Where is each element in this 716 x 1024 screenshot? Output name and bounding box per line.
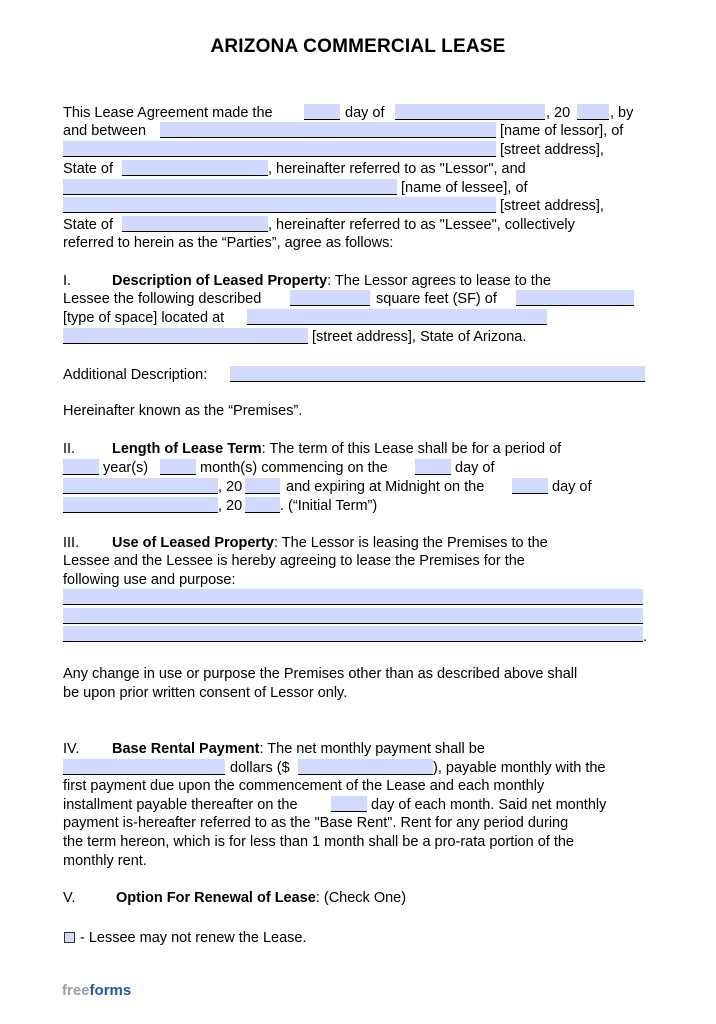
intro-text: [street address], bbox=[500, 142, 604, 158]
section-text: square feet (SF) of bbox=[376, 291, 497, 307]
section-text: and expiring at Midnight on the bbox=[286, 479, 485, 495]
intro-text: , 20 bbox=[546, 105, 571, 121]
base-rent-amount-field[interactable] bbox=[298, 759, 433, 775]
term-years-field[interactable] bbox=[63, 459, 99, 475]
intro-text: State of bbox=[63, 161, 113, 177]
lessee-street-address-field[interactable] bbox=[63, 197, 496, 213]
agreement-day-field[interactable] bbox=[304, 104, 340, 120]
intro-text: day of bbox=[345, 105, 385, 121]
document-title: ARIZONA COMMERCIAL LEASE bbox=[210, 36, 506, 57]
section-number: II. bbox=[63, 441, 76, 457]
use-purpose-field-line-2[interactable] bbox=[63, 608, 643, 624]
base-rent-words-field[interactable] bbox=[63, 759, 225, 775]
section-text: : The term of this Lease shall be for a period of bbox=[261, 441, 562, 457]
section-text: day of each month. Said net monthly bbox=[371, 797, 607, 813]
commencement-year-field[interactable] bbox=[245, 478, 280, 494]
section-text: Hereinafter known as the “Premises”. bbox=[63, 403, 303, 419]
commencement-month-field[interactable] bbox=[63, 478, 218, 494]
section-heading: Option For Renewal of Lease bbox=[116, 890, 316, 906]
section-text: the term hereon, which is for less than 1 month shall be a pro-rata portion of the bbox=[63, 834, 574, 850]
lessor-state-field[interactable] bbox=[122, 160, 268, 176]
section-heading: Length of Lease Term bbox=[112, 441, 262, 457]
intro-text: [name of lessee], of bbox=[401, 180, 528, 196]
no-renewal-label: - Lessee may not renew the Lease. bbox=[80, 930, 307, 946]
use-purpose-field-line-1[interactable] bbox=[63, 589, 643, 605]
logo-free: free bbox=[62, 982, 90, 999]
intro-text: [name of lessor], of bbox=[500, 123, 624, 139]
intro-text: [street address], bbox=[500, 198, 604, 214]
section-text: Lessee the following described bbox=[63, 291, 262, 307]
lessor-name-field[interactable] bbox=[160, 122, 496, 138]
square-feet-field[interactable] bbox=[290, 290, 370, 306]
section-text: day of bbox=[455, 460, 495, 476]
section-text: following use and purpose: bbox=[63, 572, 236, 588]
premises-street-address-field[interactable] bbox=[63, 328, 308, 344]
expiration-month-field[interactable] bbox=[63, 497, 218, 513]
section-text: be upon prior written consent of Lessor only. bbox=[63, 685, 348, 701]
section-text: . (“Initial Term”) bbox=[280, 498, 378, 514]
logo-forms: forms bbox=[89, 982, 132, 999]
section-text: , 20 bbox=[218, 479, 243, 495]
agreement-year-field[interactable] bbox=[577, 104, 609, 120]
section-text: : The net monthly payment shall be bbox=[259, 741, 485, 757]
intro-text: , hereinafter referred to as "Lessor", and bbox=[268, 161, 526, 177]
section-text: monthly rent. bbox=[63, 853, 147, 869]
section-text: month(s) commencing on the bbox=[200, 460, 388, 476]
section-text: Additional Description: bbox=[63, 367, 208, 383]
section-text: : The Lessor agrees to lease to the bbox=[327, 273, 551, 289]
lessor-street-address-field[interactable] bbox=[63, 141, 496, 157]
intro-text: State of bbox=[63, 217, 113, 233]
section-number: V. bbox=[63, 890, 76, 906]
section-text: installment payable thereafter on the bbox=[63, 797, 298, 813]
use-purpose-field-line-3[interactable] bbox=[63, 626, 643, 642]
intro-text: , hereinafter referred to as "Lessee", collectively bbox=[268, 217, 575, 233]
section-text: [type of space] located at bbox=[63, 310, 225, 326]
section-number: I. bbox=[63, 273, 72, 289]
section-text: year(s) bbox=[103, 460, 149, 476]
term-months-field[interactable] bbox=[160, 459, 196, 475]
section-number: IV. bbox=[63, 741, 80, 757]
section-number: III. bbox=[63, 535, 80, 551]
section-text: day of bbox=[552, 479, 592, 495]
section-text: : (Check One) bbox=[315, 890, 407, 906]
intro-text: referred to herein as the “Parties”, agree as follows: bbox=[63, 235, 394, 251]
expiration-year-field[interactable] bbox=[245, 497, 280, 513]
expiration-day-field[interactable] bbox=[512, 478, 548, 494]
section-text: Lessee and the Lessee is hereby agreeing to lease the Premises for the bbox=[63, 553, 525, 569]
commencement-day-field[interactable] bbox=[415, 459, 451, 475]
section-text: payment is-hereafter referred to as the "Base Rent". Rent for any period during bbox=[63, 815, 569, 831]
section-heading: Description of Leased Property bbox=[112, 273, 328, 289]
section-heading: Base Rental Payment bbox=[112, 741, 260, 757]
section-text: : The Lessor is leasing the Premises to the bbox=[273, 535, 548, 551]
intro-text: , by bbox=[610, 105, 634, 121]
section-text: , 20 bbox=[218, 498, 243, 514]
lessee-state-field[interactable] bbox=[122, 216, 268, 232]
section-heading: Use of Leased Property bbox=[112, 535, 274, 551]
section-text: . bbox=[643, 629, 648, 645]
premises-address-field[interactable] bbox=[247, 309, 547, 325]
lessee-name-field[interactable] bbox=[63, 179, 397, 195]
section-text: [street address], State of Arizona. bbox=[312, 329, 527, 345]
freeforms-logo bbox=[62, 982, 131, 999]
rent-due-day-field[interactable] bbox=[331, 796, 367, 812]
intro-text: This Lease Agreement made the bbox=[63, 105, 273, 121]
intro-text: and between bbox=[63, 123, 147, 139]
additional-description-field[interactable] bbox=[230, 366, 645, 382]
section-text: first payment due upon the commencement of the Lease and each monthly bbox=[63, 778, 545, 794]
agreement-month-field[interactable] bbox=[395, 104, 545, 120]
no-renewal-checkbox[interactable] bbox=[64, 932, 75, 943]
section-text: dollars ($ bbox=[230, 760, 290, 776]
section-text: Any change in use or purpose the Premises other than as described above shall bbox=[63, 666, 578, 682]
section-text: ), payable monthly with the bbox=[433, 760, 606, 776]
space-type-field[interactable] bbox=[516, 290, 634, 306]
